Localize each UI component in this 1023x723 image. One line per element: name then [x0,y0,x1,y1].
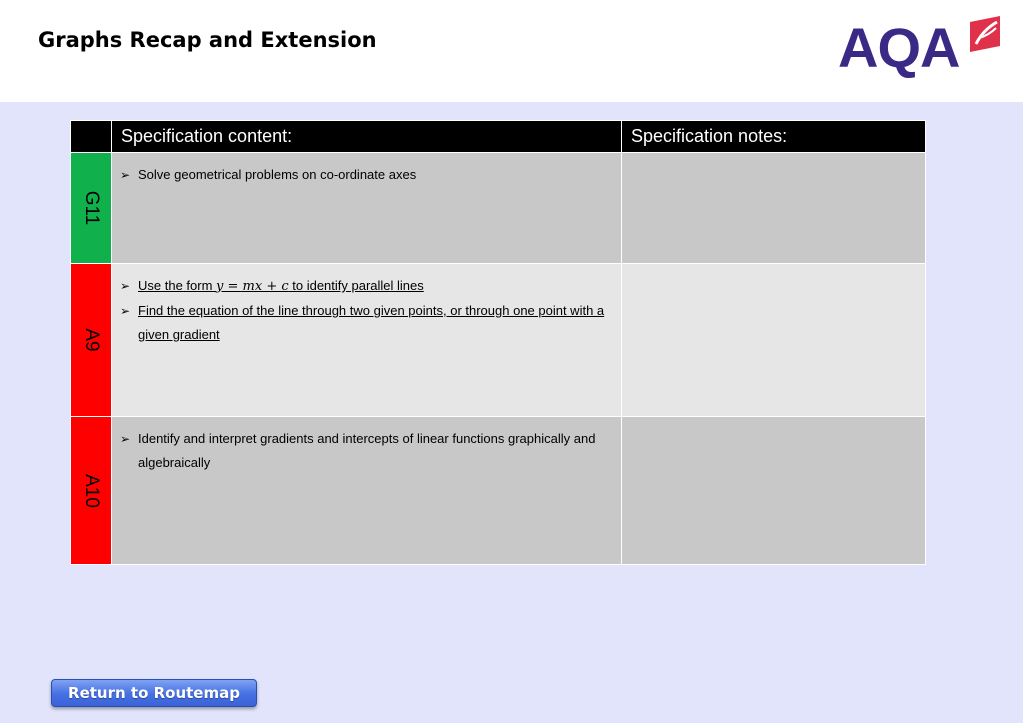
table-row [71,153,926,264]
spec-notes-cell [622,153,926,264]
equation-text: y = mx + c [216,279,289,294]
spec-notes-cell [622,264,926,417]
spec-point-link[interactable] [138,278,424,293]
table-row [71,417,926,565]
spec-point-text: to identify parallel lines [288,278,424,293]
arrow-bullet-icon: ➢ [120,304,131,318]
header-bar [0,0,1023,102]
code-cell-g11 [71,153,112,264]
specification-table [70,120,926,565]
table-header-row [71,121,926,153]
logo-text: AQA [838,16,960,79]
code-cell-a10 [71,417,112,565]
code-cell-a9 [71,264,112,417]
table-corner-cell [71,121,112,153]
header-spec-content: Specification content: [112,121,622,153]
spec-point-text: Solve geometrical problems on co-ordinate axes [138,167,417,182]
code-label: A10 [81,473,102,508]
logo-mark-icon [966,16,1004,56]
list-item [120,274,611,299]
spec-content-cell [112,264,622,417]
arrow-bullet-icon: ➢ [120,432,131,446]
header-spec-notes: Specification notes: [622,121,926,153]
list-item [120,427,611,475]
list-item [120,299,611,347]
code-label: A9 [81,328,102,352]
spec-point-link[interactable]: Find the equation of the line through two given points, or through one point with a given gradient [138,303,605,342]
spec-point-text: Identify and interpret gradients and intercepts of linear functions graphically and algebraically [138,431,596,470]
table-row [71,264,926,417]
page-title: Graphs Recap and Extension [38,28,377,52]
arrow-bullet-icon: ➢ [120,168,131,182]
aqa-logo [838,14,1008,79]
spec-content-cell [112,417,622,565]
arrow-bullet-icon: ➢ [120,279,131,293]
spec-content-cell [112,153,622,264]
list-item [120,163,611,187]
spec-point-text: Use the form [138,278,217,293]
code-label: G11 [81,190,102,226]
return-to-routemap-button[interactable]: Return to Routemap [51,679,257,707]
spec-notes-cell [622,417,926,565]
